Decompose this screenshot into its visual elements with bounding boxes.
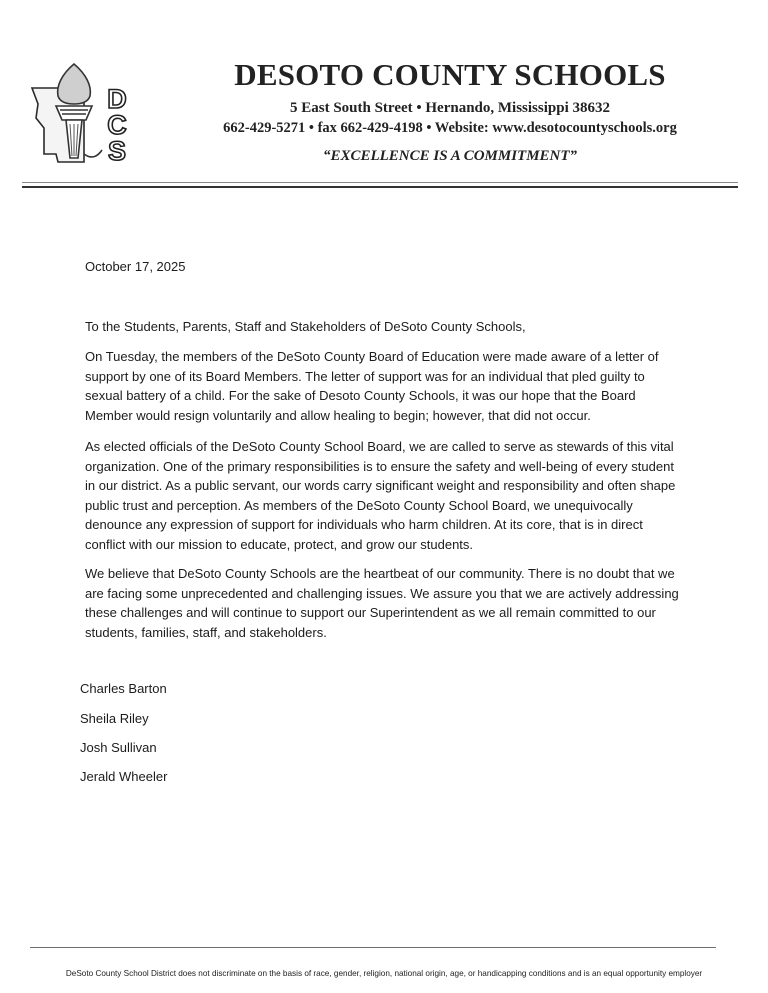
signer-name: Jerald Wheeler bbox=[80, 769, 168, 784]
letter-paragraph: We believe that DeSoto County Schools are the heartbeat of our community. There is no doubt that we are facing some unprecedented and challenging issues. We assure you that we are actively addressing these challenges and will continue to support our Superintendent as we all remain committed to our students, families, staff, and stakeholders. bbox=[85, 566, 679, 640]
signer-name: Sheila Riley bbox=[80, 711, 149, 726]
header-divider-thin bbox=[22, 182, 738, 183]
signer-name: Josh Sullivan bbox=[80, 740, 157, 755]
header-divider-thick bbox=[22, 186, 738, 188]
torch-flame bbox=[58, 64, 91, 104]
letter-salutation: To the Students, Parents, Staff and Stakeholders of DeSoto County Schools, bbox=[85, 319, 526, 334]
logo-letter-s: S bbox=[107, 136, 127, 166]
letter-paragraph: On Tuesday, the members of the DeSoto County Board of Education were made aware of a letter of support by one of its Board Members. The letter of support was for an individual that pled guilty to sexual battery of a child. For the sake of Desoto County Schools, it was our hope that the Board Member would resign voluntarily and allow healing to begin; however, that did not occur. bbox=[85, 349, 659, 423]
organization-name: DESOTO COUNTY SCHOOLS bbox=[234, 57, 666, 92]
logo-letter-d: D bbox=[107, 84, 127, 114]
signer-name: Charles Barton bbox=[80, 681, 167, 696]
logo-letter-c: C bbox=[107, 110, 127, 140]
footer-divider bbox=[30, 947, 716, 948]
organization-motto: “EXCELLENCE IS A COMMITMENT” bbox=[322, 148, 578, 164]
organization-address: 5 East South Street • Hernando, Mississippi 38632 bbox=[289, 100, 611, 116]
letter-date: October 17, 2025 bbox=[85, 259, 186, 274]
district-logo bbox=[22, 58, 134, 170]
letter-paragraph: As elected officials of the DeSoto County School Board, we are called to serve as stewards of this vital organization. One of the primary responsibilities is to ensure the safety and well-being of every student in our district. As a public servant, our words carry significant weight and responsibility and often shape public trust and perception. As members of the DeSoto County School Board, we unequivocally denounce any expression of support for individuals who harm children. At its core, that is in direct conflict with our mission to educate, protect, and grow our students. bbox=[85, 439, 676, 552]
torch-cup bbox=[56, 106, 92, 120]
nondiscrimination-notice: DeSoto County School District does not discriminate on the basis of race, gender, religion, national origin, age, or handicapping conditions and is an equal opportunity employer bbox=[65, 969, 703, 978]
organization-contact: 662-429-5271 • fax 662-429-4198 • Website: www.desotocountyschools.org bbox=[223, 120, 677, 136]
